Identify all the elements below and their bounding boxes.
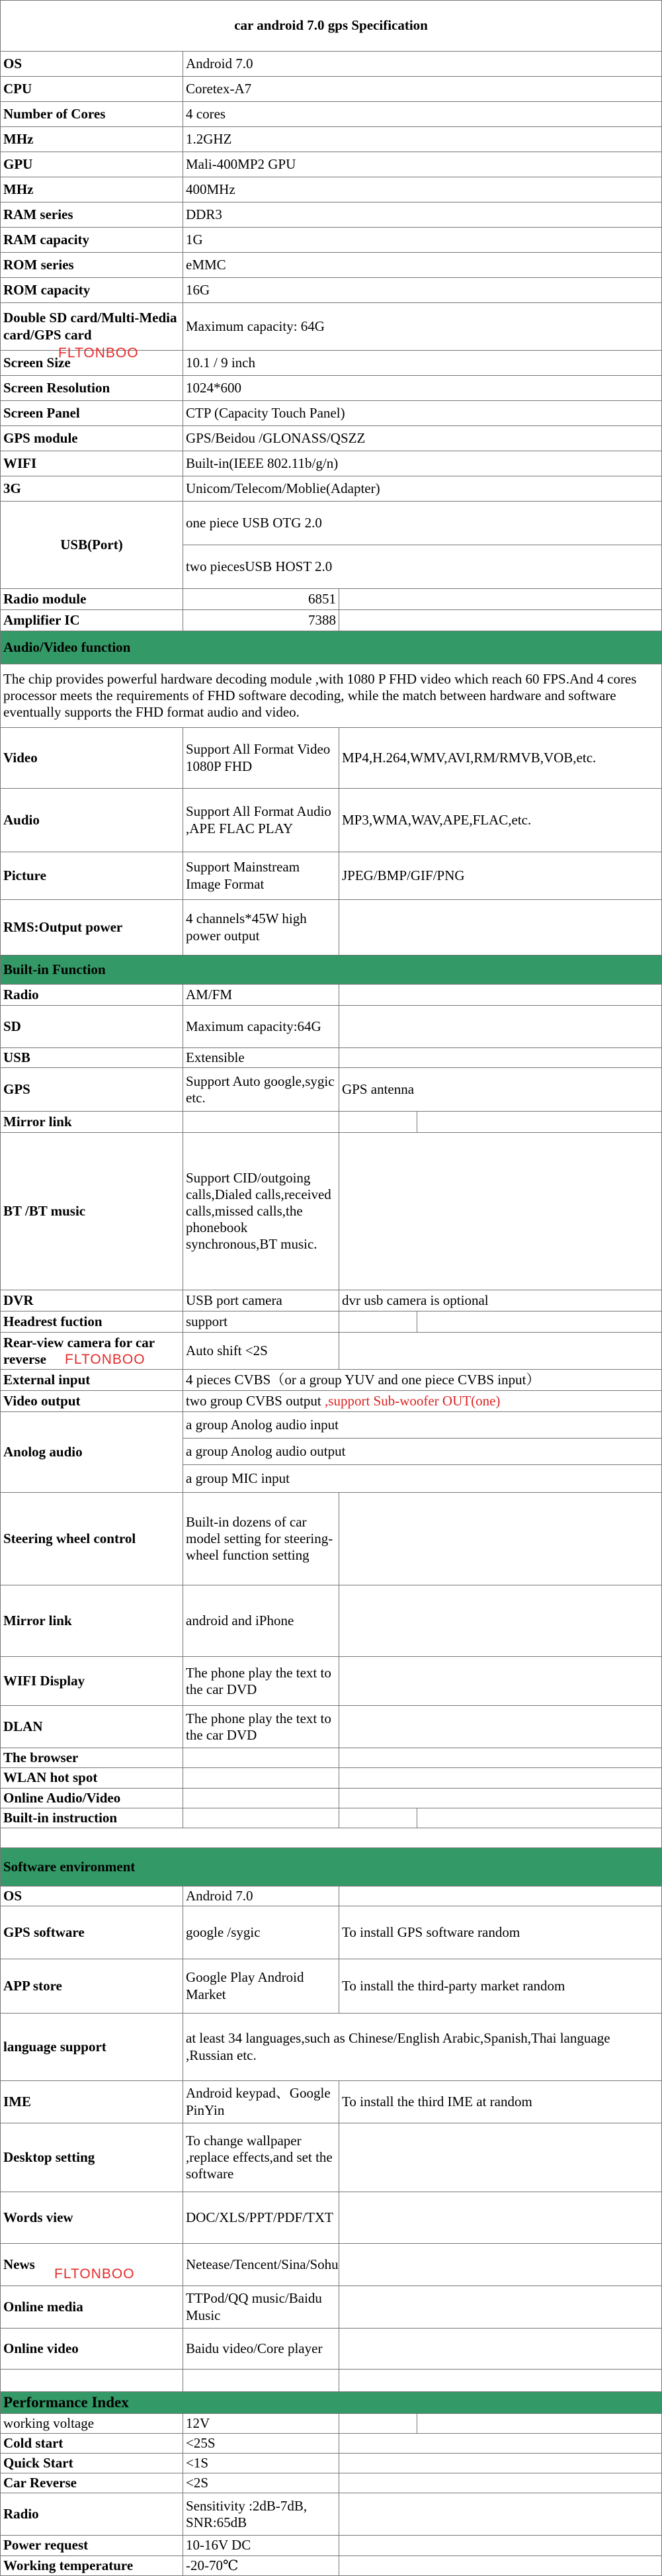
steering-value: Built-in dozens of car model setting for steering-wheel function setting	[183, 1493, 339, 1585]
language-label: language support	[1, 2014, 183, 2081]
words-view-value: DOC/XLS/PPT/PDF/TXT	[183, 2192, 339, 2244]
section-header-row	[1, 1847, 662, 1886]
headrest-label: Headrest fuction	[1, 1311, 183, 1333]
spacer-row	[1, 2370, 662, 2392]
mirror-link-2-value: android and iPhone	[183, 1585, 339, 1657]
table-row	[1, 52, 662, 77]
dvr-extra: dvr usb camera is optional	[339, 1290, 662, 1311]
table-row	[1, 2454, 662, 2473]
table-row	[1, 1906, 662, 1959]
table-row	[1, 2329, 662, 2370]
table-row	[1, 451, 662, 476]
table-row	[1, 476, 662, 502]
news-label: News	[1, 2244, 183, 2286]
mirror-link-label: Mirror link	[1, 1112, 183, 1133]
table-row	[1, 1768, 662, 1788]
picture-value: Support Mainstream Image Format	[183, 852, 339, 900]
audio-label: Audio	[1, 789, 183, 852]
car-reverse-label: Car Reverse	[1, 2473, 183, 2493]
av-section-header: Audio/Video function	[1, 631, 662, 664]
builtin-instruction-label: Built-in instruction	[1, 1808, 183, 1828]
amplifier-label: Amplifier IC	[1, 610, 183, 631]
table-row	[1, 1493, 662, 1585]
table-row	[1, 2192, 662, 2244]
watermark: FLTONBOO	[54, 2266, 135, 2282]
table-row	[1, 1133, 662, 1290]
app-store-label: APP store	[1, 1959, 183, 2014]
builtin-radio-value: AM/FM	[183, 985, 339, 1006]
wifi-display-value: The phone play the text to the car DVD	[183, 1657, 339, 1706]
section-header-row	[1, 955, 662, 985]
desktop-label: Desktop setting	[1, 2123, 183, 2192]
table-row	[1, 2433, 662, 2453]
table-row	[1, 2473, 662, 2493]
wifi-value: Built-in(IEEE 802.11b/g/n)	[183, 451, 662, 476]
car-reverse-value: <2S	[183, 2473, 339, 2493]
screen-panel-value: CTP (Capacity Touch Panel)	[183, 401, 662, 426]
gps-module-value: GPS/Beidou /GLONASS/QSZZ	[183, 426, 662, 451]
rms-value: 4 channels*45W high power output	[183, 900, 339, 955]
ram-series-label: RAM series	[1, 202, 183, 228]
usb-port-label: USB(Port)	[1, 502, 183, 589]
analog-audio-output: a group Anolog audio output	[183, 1439, 662, 1465]
perf-radio-label: Radio	[1, 2493, 183, 2536]
software-section-header: Software environment	[1, 1847, 662, 1886]
table-row	[1, 2081, 662, 2123]
table-row	[1, 401, 662, 426]
bt-label: BT /BT music	[1, 1133, 183, 1290]
table-row	[1, 1391, 662, 1412]
table-row	[1, 2493, 662, 2536]
table-row	[1, 102, 662, 127]
table-row	[1, 278, 662, 303]
ime-extra: To install the third IME at random	[339, 2081, 662, 2123]
app-store-value: Google Play Android Market	[183, 1959, 339, 2014]
watermark: FLTONBOO	[58, 345, 139, 361]
builtin-sd-label: SD	[1, 1006, 183, 1048]
rom-capacity-value: 16G	[183, 278, 662, 303]
table-row	[1, 664, 662, 728]
video-output-value	[183, 1391, 662, 1412]
table-row	[1, 1657, 662, 1706]
table-row	[1, 985, 662, 1006]
section-header-row	[1, 2392, 662, 2414]
table-row	[1, 177, 662, 202]
table-row	[1, 900, 662, 955]
table-row	[1, 1290, 662, 1311]
cores-label: Number of Cores	[1, 102, 183, 127]
table-row	[1, 2536, 662, 2555]
table-row	[1, 589, 662, 610]
rom-capacity-label: ROM capacity	[1, 278, 183, 303]
wifi-display-label: WIFI Display	[1, 1657, 183, 1706]
table-row	[1, 2286, 662, 2329]
rms-label: RMS:Output power	[1, 900, 183, 955]
sw-os-value: Android 7.0	[183, 1886, 339, 1906]
table-row	[1, 2123, 662, 2192]
dvr-label: DVR	[1, 1290, 183, 1311]
online-video-label: Online video	[1, 2329, 183, 2370]
page-title: car android 7.0 gps Specification	[1, 1, 662, 52]
table-row	[1, 1048, 662, 1068]
online-media-label: Online media	[1, 2286, 183, 2329]
sd-card-value: Maximum capacity: 64G	[183, 303, 662, 351]
power-request-value: 10-16V DC	[183, 2536, 339, 2555]
builtin-radio-label: Radio	[1, 985, 183, 1006]
sw-os-label: OS	[1, 1886, 183, 1906]
video-output-label: Video output	[1, 1391, 183, 1412]
desktop-value: To change wallpaper ,replace effects,and set the software	[183, 2123, 339, 2192]
perf-radio-value: Sensitivity :2dB-7dB, SNR:65dB	[183, 2493, 339, 2536]
table-row	[1, 228, 662, 253]
section-header-row	[1, 631, 662, 664]
builtin-gps-label: GPS	[1, 1068, 183, 1112]
gps-software-value: google /sygic	[183, 1906, 339, 1959]
performance-section-header: Performance Index	[1, 2392, 662, 2414]
cores-value: 4 cores	[183, 102, 662, 127]
analog-audio-input: a group Anolog audio input	[183, 1412, 662, 1439]
table-row	[1, 303, 662, 351]
headrest-value: support	[183, 1311, 339, 1333]
screen-size-value: 10.1 / 9 inch	[183, 351, 662, 376]
table-row	[1, 1412, 662, 1439]
table-row	[1, 502, 662, 545]
table-row	[1, 1959, 662, 2014]
cpu-value: Coretex-A7	[183, 77, 662, 102]
table-row	[1, 253, 662, 278]
working-temp-value: -20-70℃	[183, 2555, 339, 2575]
quick-start-label: Quick Start	[1, 2454, 183, 2473]
mirror-link-2-label: Mirror link	[1, 1585, 183, 1657]
words-view-label: Words view	[1, 2192, 183, 2244]
table-row	[1, 2555, 662, 2575]
online-av-label: Online Audio/Video	[1, 1788, 183, 1808]
radio-module-value: 6851	[183, 589, 339, 610]
video-value: Support All Format Video 1080P FHD	[183, 728, 339, 789]
av-description: The chip provides powerful hardware decoding module ,with 1080 P FHD video which reach 60 FPS.And 4 cores processor meets the requirements of FHD software decoding, while the match between hardware and software eventually supports the FHD format audio and video.	[1, 664, 662, 728]
rom-series-label: ROM series	[1, 253, 183, 278]
table-row	[1, 152, 662, 177]
steering-label: Steering wheel control	[1, 1493, 183, 1585]
screen-size-label: Screen Size	[1, 351, 183, 376]
radio-module-label: Radio module	[1, 589, 183, 610]
sd-card-label: Double SD card/Multi-Media card/GPS card	[1, 303, 183, 351]
wlan-hotspot-label: WLAN hot spot	[1, 1768, 183, 1788]
gpu-mhz-label: MHz	[1, 177, 183, 202]
table-row	[1, 1808, 662, 1828]
table-row	[1, 202, 662, 228]
os-label: OS	[1, 52, 183, 77]
app-store-extra: To install the third-party market random	[339, 1959, 662, 2014]
dlan-value: The phone play the text to the car DVD	[183, 1706, 339, 1748]
table-row	[1, 1068, 662, 1112]
spacer-row	[1, 1828, 662, 1847]
analog-audio-label: Anolog audio	[1, 1412, 183, 1493]
table-row	[1, 2014, 662, 2081]
news-value: Netease/Tencent/Sina/Sohu	[183, 2244, 339, 2286]
ram-series-value: DDR3	[183, 202, 662, 228]
gps-software-extra: To install GPS software random	[339, 1906, 662, 1959]
ime-label: IME	[1, 2081, 183, 2123]
dvr-value: USB port camera	[183, 1290, 339, 1311]
audio-value: Support All Format Audio ,APE FLAC PLAY	[183, 789, 339, 852]
cpu-mhz-label: MHz	[1, 127, 183, 152]
table-row	[1, 426, 662, 451]
gps-module-label: GPS module	[1, 426, 183, 451]
mic-input: a group MIC input	[183, 1465, 662, 1493]
usb-otg-value: one piece USB OTG 2.0	[183, 502, 662, 545]
quick-start-value: <1S	[183, 2454, 339, 2473]
gps-software-label: GPS software	[1, 1906, 183, 1959]
working-temp-label: Working temperature	[1, 2555, 183, 2575]
builtin-usb-label: USB	[1, 1048, 183, 1068]
video-output-text: two group CVBS output	[186, 1393, 321, 1409]
table-row	[1, 1585, 662, 1657]
gpu-mhz-value: 400MHz	[183, 177, 662, 202]
voltage-value: 12V	[183, 2413, 339, 2433]
video-label: Video	[1, 728, 183, 789]
picture-formats: JPEG/BMP/GIF/PNG	[339, 852, 662, 900]
screen-resolution-value: 1024*600	[183, 376, 662, 401]
picture-label: Picture	[1, 852, 183, 900]
dlan-label: DLAN	[1, 1706, 183, 1748]
usb-host-value: two piecesUSB HOST 2.0	[183, 545, 662, 589]
table-row	[1, 1706, 662, 1748]
table-row	[1, 610, 662, 631]
cold-start-value: <25S	[183, 2433, 339, 2453]
ime-value: Android keypad、Google PinYin	[183, 2081, 339, 2123]
amplifier-value: 7388	[183, 610, 339, 631]
rear-view-value: Auto shift <2S	[183, 1333, 339, 1370]
builtin-gps-extra: GPS antenna	[339, 1068, 662, 1112]
gpu-value: Mali-400MP2 GPU	[183, 152, 662, 177]
3g-label: 3G	[1, 476, 183, 502]
table-row	[1, 789, 662, 852]
cpu-mhz-value: 1.2GHZ	[183, 127, 662, 152]
external-input-label: External input	[1, 1370, 183, 1391]
screen-resolution-label: Screen Resolution	[1, 376, 183, 401]
ram-capacity-value: 1G	[183, 228, 662, 253]
table-row	[1, 77, 662, 102]
table-row	[1, 1370, 662, 1391]
3g-value: Unicom/Telecom/Moblie(Adapter)	[183, 476, 662, 502]
browser-label: The browser	[1, 1748, 183, 1768]
bt-value: Support CID/outgoing calls,Dialed calls,received calls,missed calls,the phonebook synchronous,BT music.	[183, 1133, 339, 1290]
wifi-label: WIFI	[1, 451, 183, 476]
audio-formats: MP3,WMA,WAV,APE,FLAC,etc.	[339, 789, 662, 852]
table-row	[1, 852, 662, 900]
builtin-usb-value: Extensible	[183, 1048, 339, 1068]
language-value: at least 34 languages,such as Chinese/English Arabic,Spanish,Thai language ,Russian etc.	[183, 2014, 662, 2081]
rom-series-value: eMMC	[183, 253, 662, 278]
cold-start-label: Cold start	[1, 2433, 183, 2453]
table-row	[1, 1748, 662, 1768]
table-row	[1, 1112, 662, 1133]
watermark: FLTONBOO	[65, 1352, 145, 1367]
table-row	[1, 728, 662, 789]
ram-capacity-label: RAM capacity	[1, 228, 183, 253]
power-request-label: Power request	[1, 2536, 183, 2555]
table-row	[1, 1311, 662, 1333]
cpu-label: CPU	[1, 77, 183, 102]
title-row	[1, 1, 662, 52]
rear-view-label: Rear-view camera for car reverse	[1, 1333, 183, 1370]
builtin-section-header: Built-in Function	[1, 955, 662, 985]
voltage-label: working voltage	[1, 2413, 183, 2433]
table-row	[1, 1788, 662, 1808]
os-value: Android 7.0	[183, 52, 662, 77]
builtin-gps-value: Support Auto google,sygic etc.	[183, 1068, 339, 1112]
online-media-value: TTPod/QQ music/Baidu Music	[183, 2286, 339, 2329]
external-input-value: 4 pieces CVBS（or a group YUV and one piece CVBS input）	[183, 1370, 662, 1391]
online-video-value: Baidu video/Core player	[183, 2329, 339, 2370]
screen-panel-label: Screen Panel	[1, 401, 183, 426]
table-row	[1, 376, 662, 401]
builtin-sd-value: Maximum capacity:64G	[183, 1006, 339, 1048]
table-row	[1, 127, 662, 152]
table-row	[1, 1886, 662, 1906]
gpu-label: GPU	[1, 152, 183, 177]
table-row	[1, 1006, 662, 1048]
video-formats: MP4,H.264,WMV,AVI,RM/RMVB,VOB,etc.	[339, 728, 662, 789]
table-row	[1, 2413, 662, 2433]
video-output-note: ,support Sub-woofer OUT(one)	[321, 1393, 501, 1409]
